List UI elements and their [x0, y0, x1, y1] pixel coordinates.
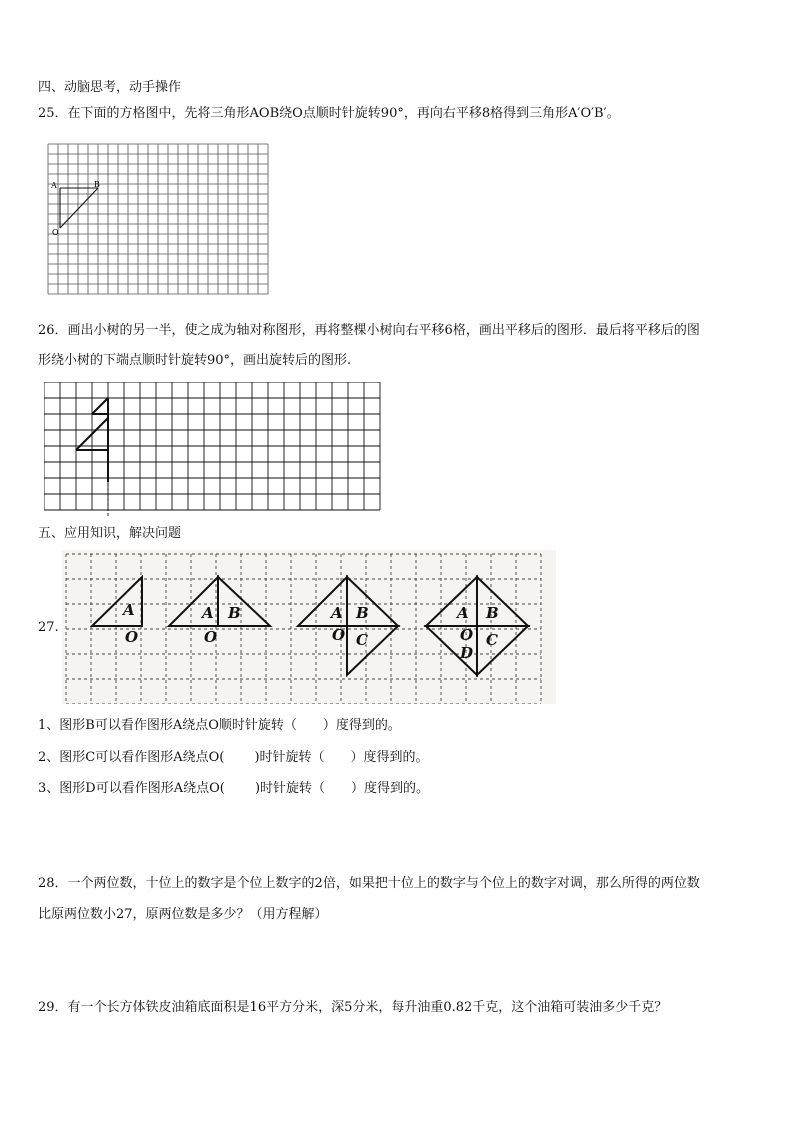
point-o-label: O — [52, 228, 59, 237]
figure-3-label-o: O — [332, 626, 346, 644]
question-27-sub-2: 2、图形C可以看作图形A绕点O( )时针旋转（ ）度得到的。 — [38, 750, 429, 765]
question-25-grid — [44, 140, 270, 300]
section-heading-five: 五、应用知识，解决问题 — [38, 526, 182, 541]
question-26-line-2: 形绕小树的下端点顺时针旋转90°，画出旋转后的图形. — [38, 353, 352, 368]
question-27-sub-3: 3、图形D可以看作图形A绕点O( )时针旋转（ ）度得到的。 — [38, 781, 430, 796]
question-26-line-1: 26．画出小树的另一半，使之成为轴对称图形，再将整棵小树向右平移6格，画出平移后的图形．最后将平移后的图 — [38, 323, 700, 338]
point-a-label: A — [51, 181, 57, 190]
figure-3-label-a: A — [331, 604, 343, 622]
figure-3-label-b: B — [356, 604, 369, 622]
question-29-text: 29．有一个长方体铁皮油箱底面积是16平方分米，深5分米，每升油重0.82千克，这个油箱可装油多少千克？ — [38, 1000, 668, 1015]
question-25-text: 25．在下面的方格图中，先将三角形AOB绕O点顺时针旋转90°，再向右平移8格得到三角形A′O′B′。 — [38, 106, 620, 121]
point-b-label: B — [94, 180, 100, 189]
question-28-line-1: 28．一个两位数，十位上的数字是个位上数字的2倍，如果把十位上的数字与个位上的数字对调，那么所得的两位数 — [38, 876, 700, 891]
question-27-figure — [62, 550, 556, 704]
figure-2-label-a: A — [202, 604, 214, 622]
figure-1-label-o: O — [125, 628, 139, 646]
figure-4-label-c: C — [486, 631, 498, 649]
question-28-line-2: 比原两位数小27，原两位数是多少？（用方程解） — [38, 907, 328, 922]
question-27-sub-1: 1、图形B可以看作图形A绕点O顺时针旋转（ ）度得到的。 — [38, 718, 401, 733]
question-27-number: 27. — [38, 620, 59, 635]
figure-3-label-c: C — [356, 631, 368, 649]
figure-1-label-a: A — [123, 601, 135, 619]
figure-4-label-o: O — [460, 626, 474, 644]
section-heading-four: 四、动脑思考，动手操作 — [38, 80, 182, 95]
figure-4-label-d: D — [460, 644, 474, 662]
figure-2-label-o: O — [204, 628, 218, 646]
figure-4-label-a: A — [457, 604, 469, 622]
figure-2-label-b: B — [228, 604, 241, 622]
question-26-grid — [44, 382, 384, 518]
figure-4-label-b: B — [486, 604, 499, 622]
